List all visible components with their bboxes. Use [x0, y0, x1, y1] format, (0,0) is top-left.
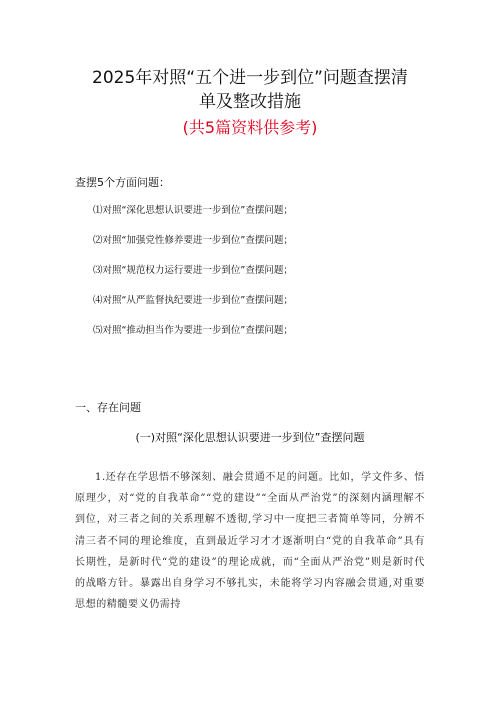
body-paragraph: 1.还存在学思悟不够深刻、融会贯通不足的问题。比如，学文件多、悟原理少，对“党的自我革命”“党的建设”“全面从严治党”的深刻内涵理解不到位，对三者之间的关系理解不透彻,学习中一度把三者简单等同，分辨不清三者不同的理论维度，直到最近学习才才逐渐明白“党的自我革命”具有长期性，是新时代“党的建设”的理论成就，而“全面从严治党”则是新时代的战略方针。暴露出自身学习不够扎实，未能将学习内容融会贯通,对重要思想的精髓要义仍需持	[75, 472, 425, 611]
subsection-heading: (一)对照“深化思想认识要进一步到位”查摆问题	[135, 431, 365, 444]
title-line-2: 单及整改措施	[199, 92, 301, 112]
list-item: ⑵对照“加强党性修养要进一步到位”查摆问题；	[93, 235, 293, 246]
list-item: ⑶对照“规范权力运行要进一步到位”查摆问题；	[93, 265, 293, 276]
title-line-1: 2025年对照“五个进一步到位”问题查摆清	[92, 68, 408, 88]
list-item: ⑸对照“推动担当作为要进一步到位”查摆问题；	[93, 325, 293, 336]
list-item: ⑷对照“从严监督执纪要进一步到位”查摆问题；	[93, 295, 293, 306]
intro-heading: 查摆5个方面问题：	[75, 176, 170, 189]
section-heading: 一、存在问题	[75, 401, 141, 414]
list-item: ⑴对照“深化思想认识要进一步到位”查摆问题；	[93, 205, 293, 216]
document-title	[60, 66, 440, 114]
question-list	[93, 204, 293, 354]
document-subtitle: (共5篇资料供参考)	[182, 118, 318, 137]
